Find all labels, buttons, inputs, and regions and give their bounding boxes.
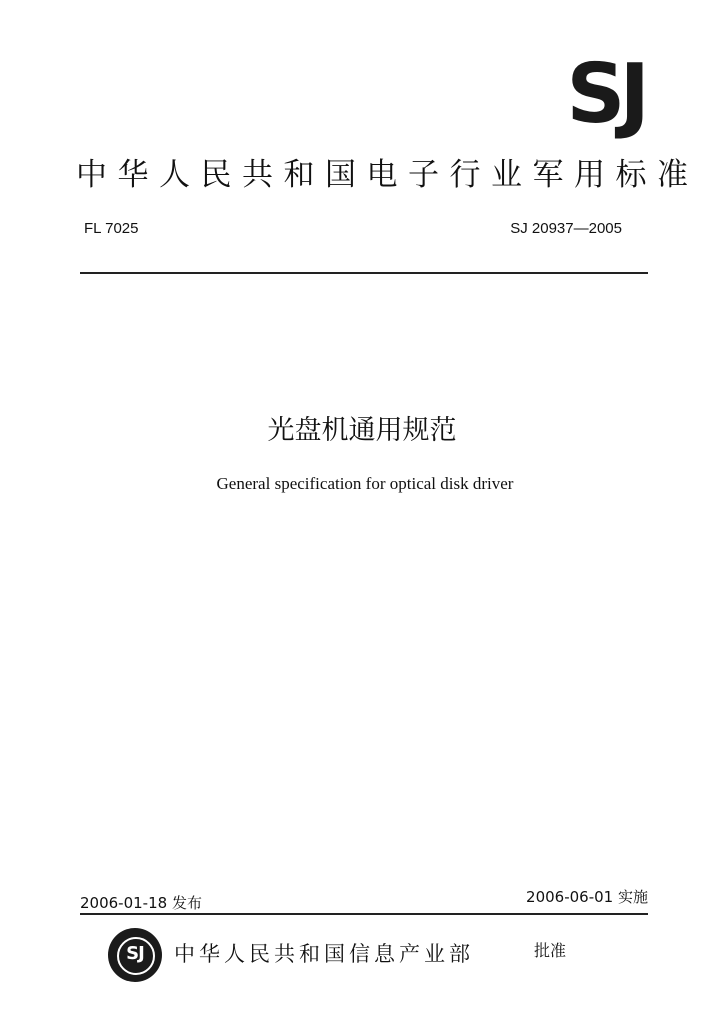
standard-number: SJ 20937—2005	[510, 220, 622, 237]
footer-divider	[80, 913, 648, 915]
sj-logo: SJ	[566, 47, 644, 142]
standard-type-heading: 中华人民共和国电子行业军用标准	[76, 157, 699, 193]
seal-letters: SJ	[126, 943, 144, 964]
issue-date: 2006-01-18 发布	[80, 894, 202, 912]
approval-label: 批准	[534, 941, 567, 960]
implementation-date: 2006-06-01 实施	[526, 888, 648, 906]
document-title-cn: 光盘机通用规范	[267, 415, 457, 446]
document-title-en: General specification for optical disk driver	[216, 474, 514, 493]
ministry-seal-icon	[108, 928, 162, 982]
header-divider	[80, 272, 648, 274]
issuing-authority: 中华人民共和国信息产业部	[174, 942, 474, 966]
classification-code: FL 7025	[84, 220, 139, 237]
